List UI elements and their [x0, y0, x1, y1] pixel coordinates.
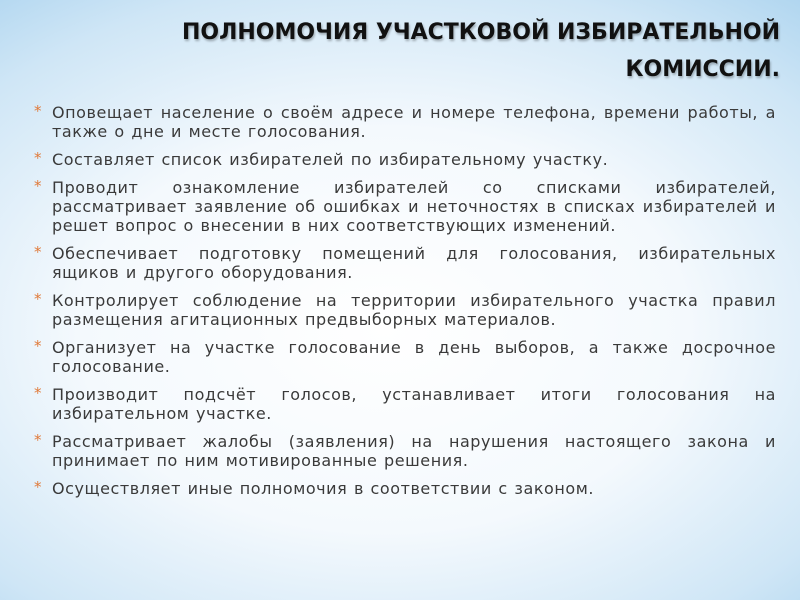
list-item-text: Обеспечивает подготовку помещений для голосования, избирательных ящиков и другого оборудования.	[52, 244, 776, 282]
asterisk-bullet-icon: *	[34, 431, 43, 449]
slide-title-line-2: КОМИССИИ.	[625, 57, 780, 82]
list-item-text: Составляет список избирателей по избирательному участку.	[52, 150, 609, 169]
list-item-text: Производит подсчёт голосов, устанавливает итоги голосования на избирательном участке.	[52, 385, 776, 423]
list-item-text: Осуществляет иные полномочия в соответствии с законом.	[52, 479, 594, 498]
asterisk-bullet-icon: *	[34, 337, 43, 355]
asterisk-bullet-icon: *	[34, 149, 43, 167]
asterisk-bullet-icon: *	[34, 384, 43, 402]
asterisk-bullet-icon: *	[34, 290, 43, 308]
asterisk-bullet-icon: *	[34, 478, 43, 496]
list-item-text: Контролирует соблюдение на территории избирательного участка правил размещения агитационных предвыборных материалов.	[52, 291, 776, 329]
list-item	[34, 178, 776, 235]
asterisk-bullet-icon: *	[34, 177, 43, 195]
list-item	[34, 385, 776, 423]
list-item	[34, 291, 776, 329]
list-item-text: Оповещает население о своём адресе и номере телефона, времени работы, а также о дне и месте голосования.	[52, 103, 776, 141]
list-item-text: Проводит ознакомление избирателей со списками избирателей, рассматривает заявление об ошибках и неточностях в списках избирателей и решет вопрос о внесении в них соответствующих изменений.	[52, 178, 776, 235]
list-item	[34, 432, 776, 470]
list-item	[34, 479, 776, 498]
list-item	[34, 338, 776, 376]
powers-list	[34, 103, 776, 507]
list-item	[34, 103, 776, 141]
list-item-text: Организует на участке голосование в день выборов, а также досрочное голосование.	[52, 338, 776, 376]
list-item-text: Рассматривает жалобы (заявления) на нарушения настоящего закона и принимает по ним мотивированные решения.	[52, 432, 776, 470]
asterisk-bullet-icon: *	[34, 102, 43, 120]
asterisk-bullet-icon: *	[34, 243, 43, 261]
slide-title-line-1: ПОЛНОМОЧИЯ УЧАСТКОВОЙ ИЗБИРАТЕЛЬНОЙ	[181, 20, 780, 45]
slide-title	[100, 14, 780, 88]
list-item	[34, 244, 776, 282]
list-item	[34, 150, 776, 169]
